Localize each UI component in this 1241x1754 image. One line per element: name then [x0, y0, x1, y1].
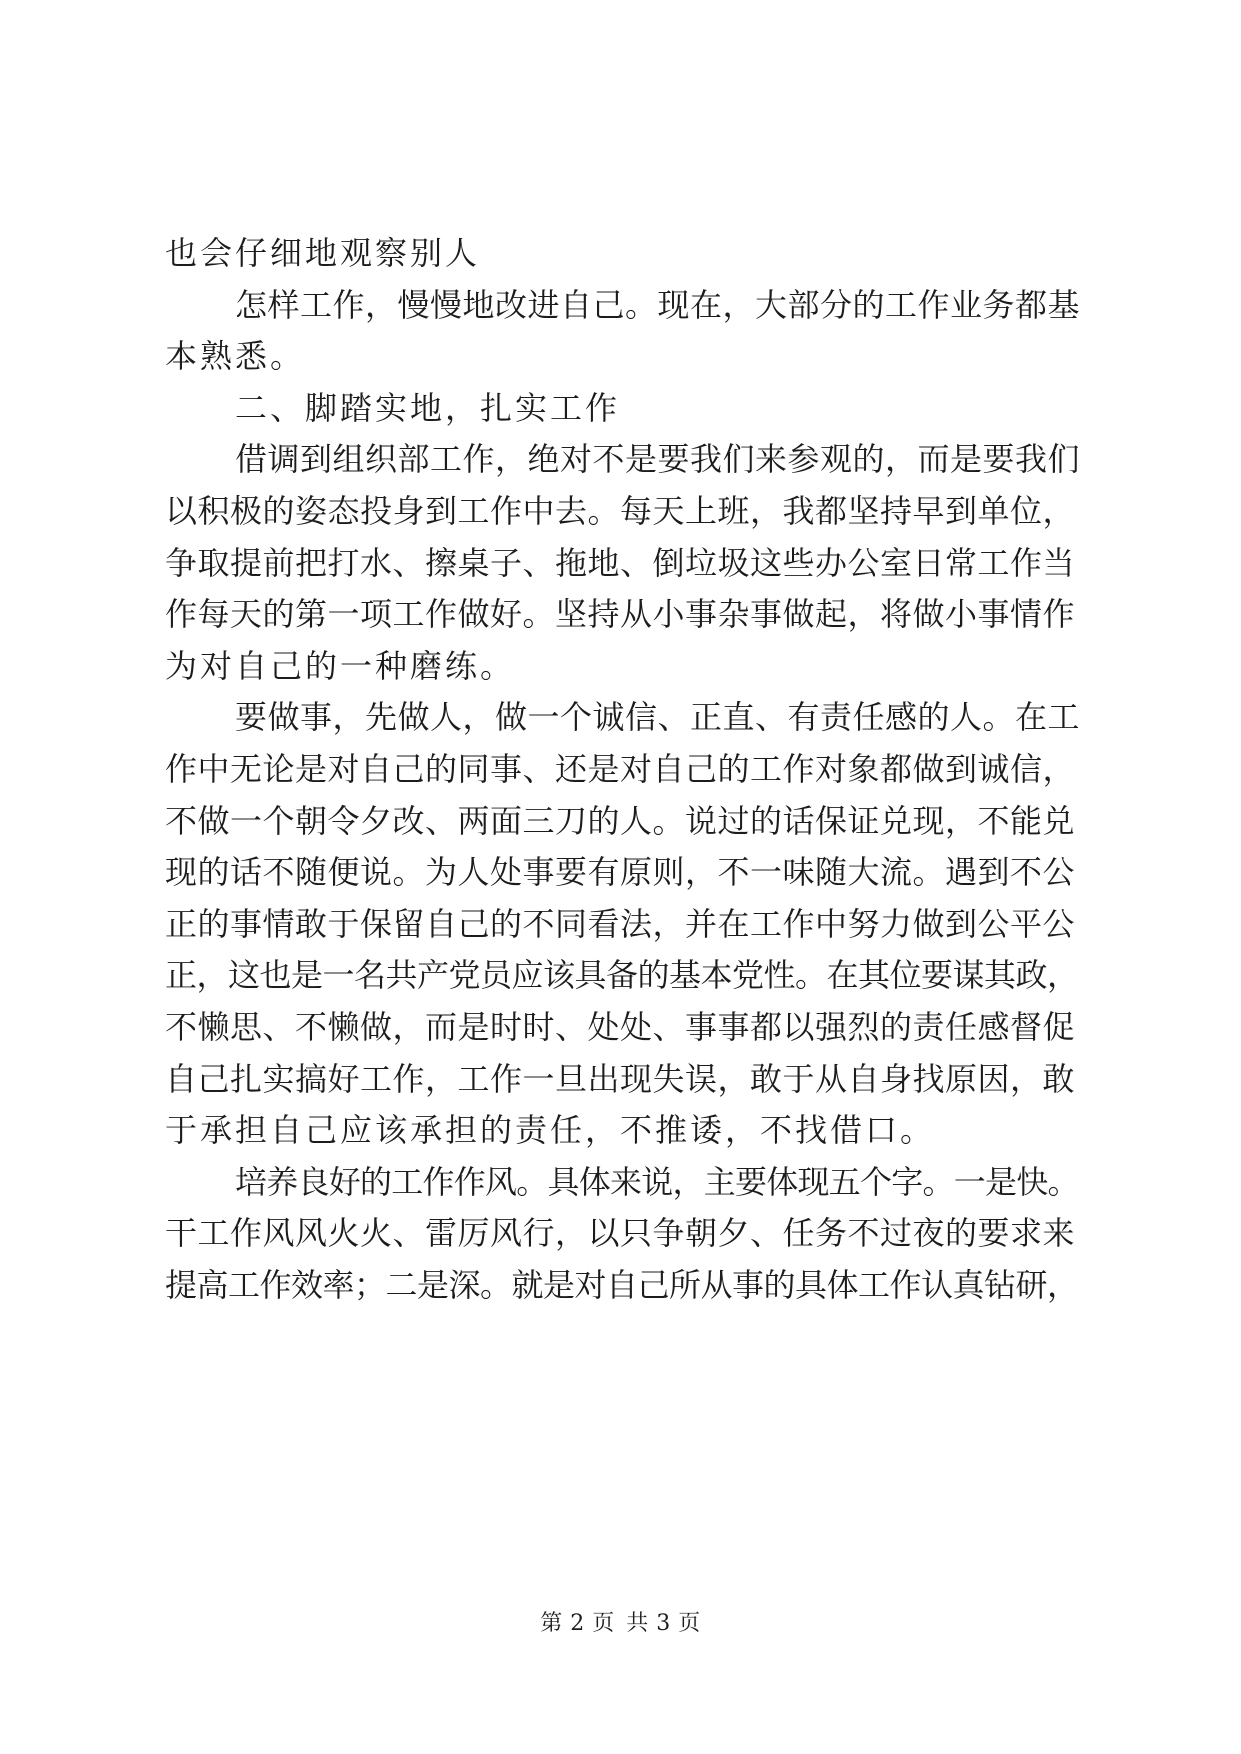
document-body — [165, 228, 1080, 1311]
text-line-7: 争取提前把打水、擦桌子、拖地、倒垃圾这些办公室日常工作当 — [165, 543, 1076, 582]
text-line-12: 不做一个朝令夕改、两面三刀的人。说过的话保证兑现，不能兑 — [165, 801, 1076, 840]
page-total: 共 3 页 — [626, 1611, 701, 1636]
text-line-3: 本熟悉。 — [165, 337, 306, 376]
text-line-2: 怎样工作，慢慢地改进自己。现在，大部分的工作业务都基 — [235, 285, 1081, 324]
section-heading: 二、脚踏实地，扎实工作 — [235, 388, 621, 427]
text-line-5: 借调到组织部工作，绝对不是要我们来参观的，而是要我们 — [235, 440, 1081, 479]
text-line-18: 于承担自己应该承担的责任，不推诿，不找借口。 — [165, 1111, 936, 1150]
text-line-14: 正的事情敢于保留自己的不同看法，并在工作中努力做到公平公 — [165, 904, 1076, 943]
text-line-11: 作中无论是对自己的同事、还是对自己的工作对象都做到诚信， — [165, 749, 1076, 788]
text-line-8: 作每天的第一项工作做好。坚持从小事杂事做起，将做小事情作 — [165, 595, 1076, 634]
text-line-1: 也会仔细地观察别人 — [165, 234, 481, 272]
page-footer — [0, 1606, 1241, 1637]
text-line-21: 提高工作效率；二是深。就是对自己所从事的具体工作认真钻研， — [165, 1265, 1079, 1304]
text-line-15: 正，这也是一名共产党员应该具备的基本党性。在其位要谋其政， — [165, 956, 1079, 995]
text-line-6: 以积极的姿态投身到工作中去。每天上班，我都坚持早到单位， — [165, 491, 1076, 530]
text-line-20: 干工作风风火火、雷厉风行，以只争朝夕、任务不过夜的要求来 — [165, 1214, 1076, 1253]
text-line-13: 现的话不随便说。为人处事要有原则，不一味随大流。遇到不公 — [165, 853, 1076, 892]
page-number: 第 2 页 — [540, 1611, 615, 1636]
text-line-16: 不懒思、不懒做，而是时时、处处、事事都以强烈的责任感督促 — [165, 1007, 1076, 1046]
text-line-17: 自己扎实搞好工作，工作一旦出现失误，敢于从自身找原因，敢 — [165, 1059, 1076, 1098]
text-line-10: 要做事，先做人，做一个诚信、正直、有责任感的人。在工 — [235, 698, 1081, 737]
text-line-19: 培养良好的工作作风。具体来说，主要体现五个字。一是快。 — [235, 1162, 1079, 1201]
text-line-9: 为对自己的一种磨练。 — [165, 646, 516, 685]
